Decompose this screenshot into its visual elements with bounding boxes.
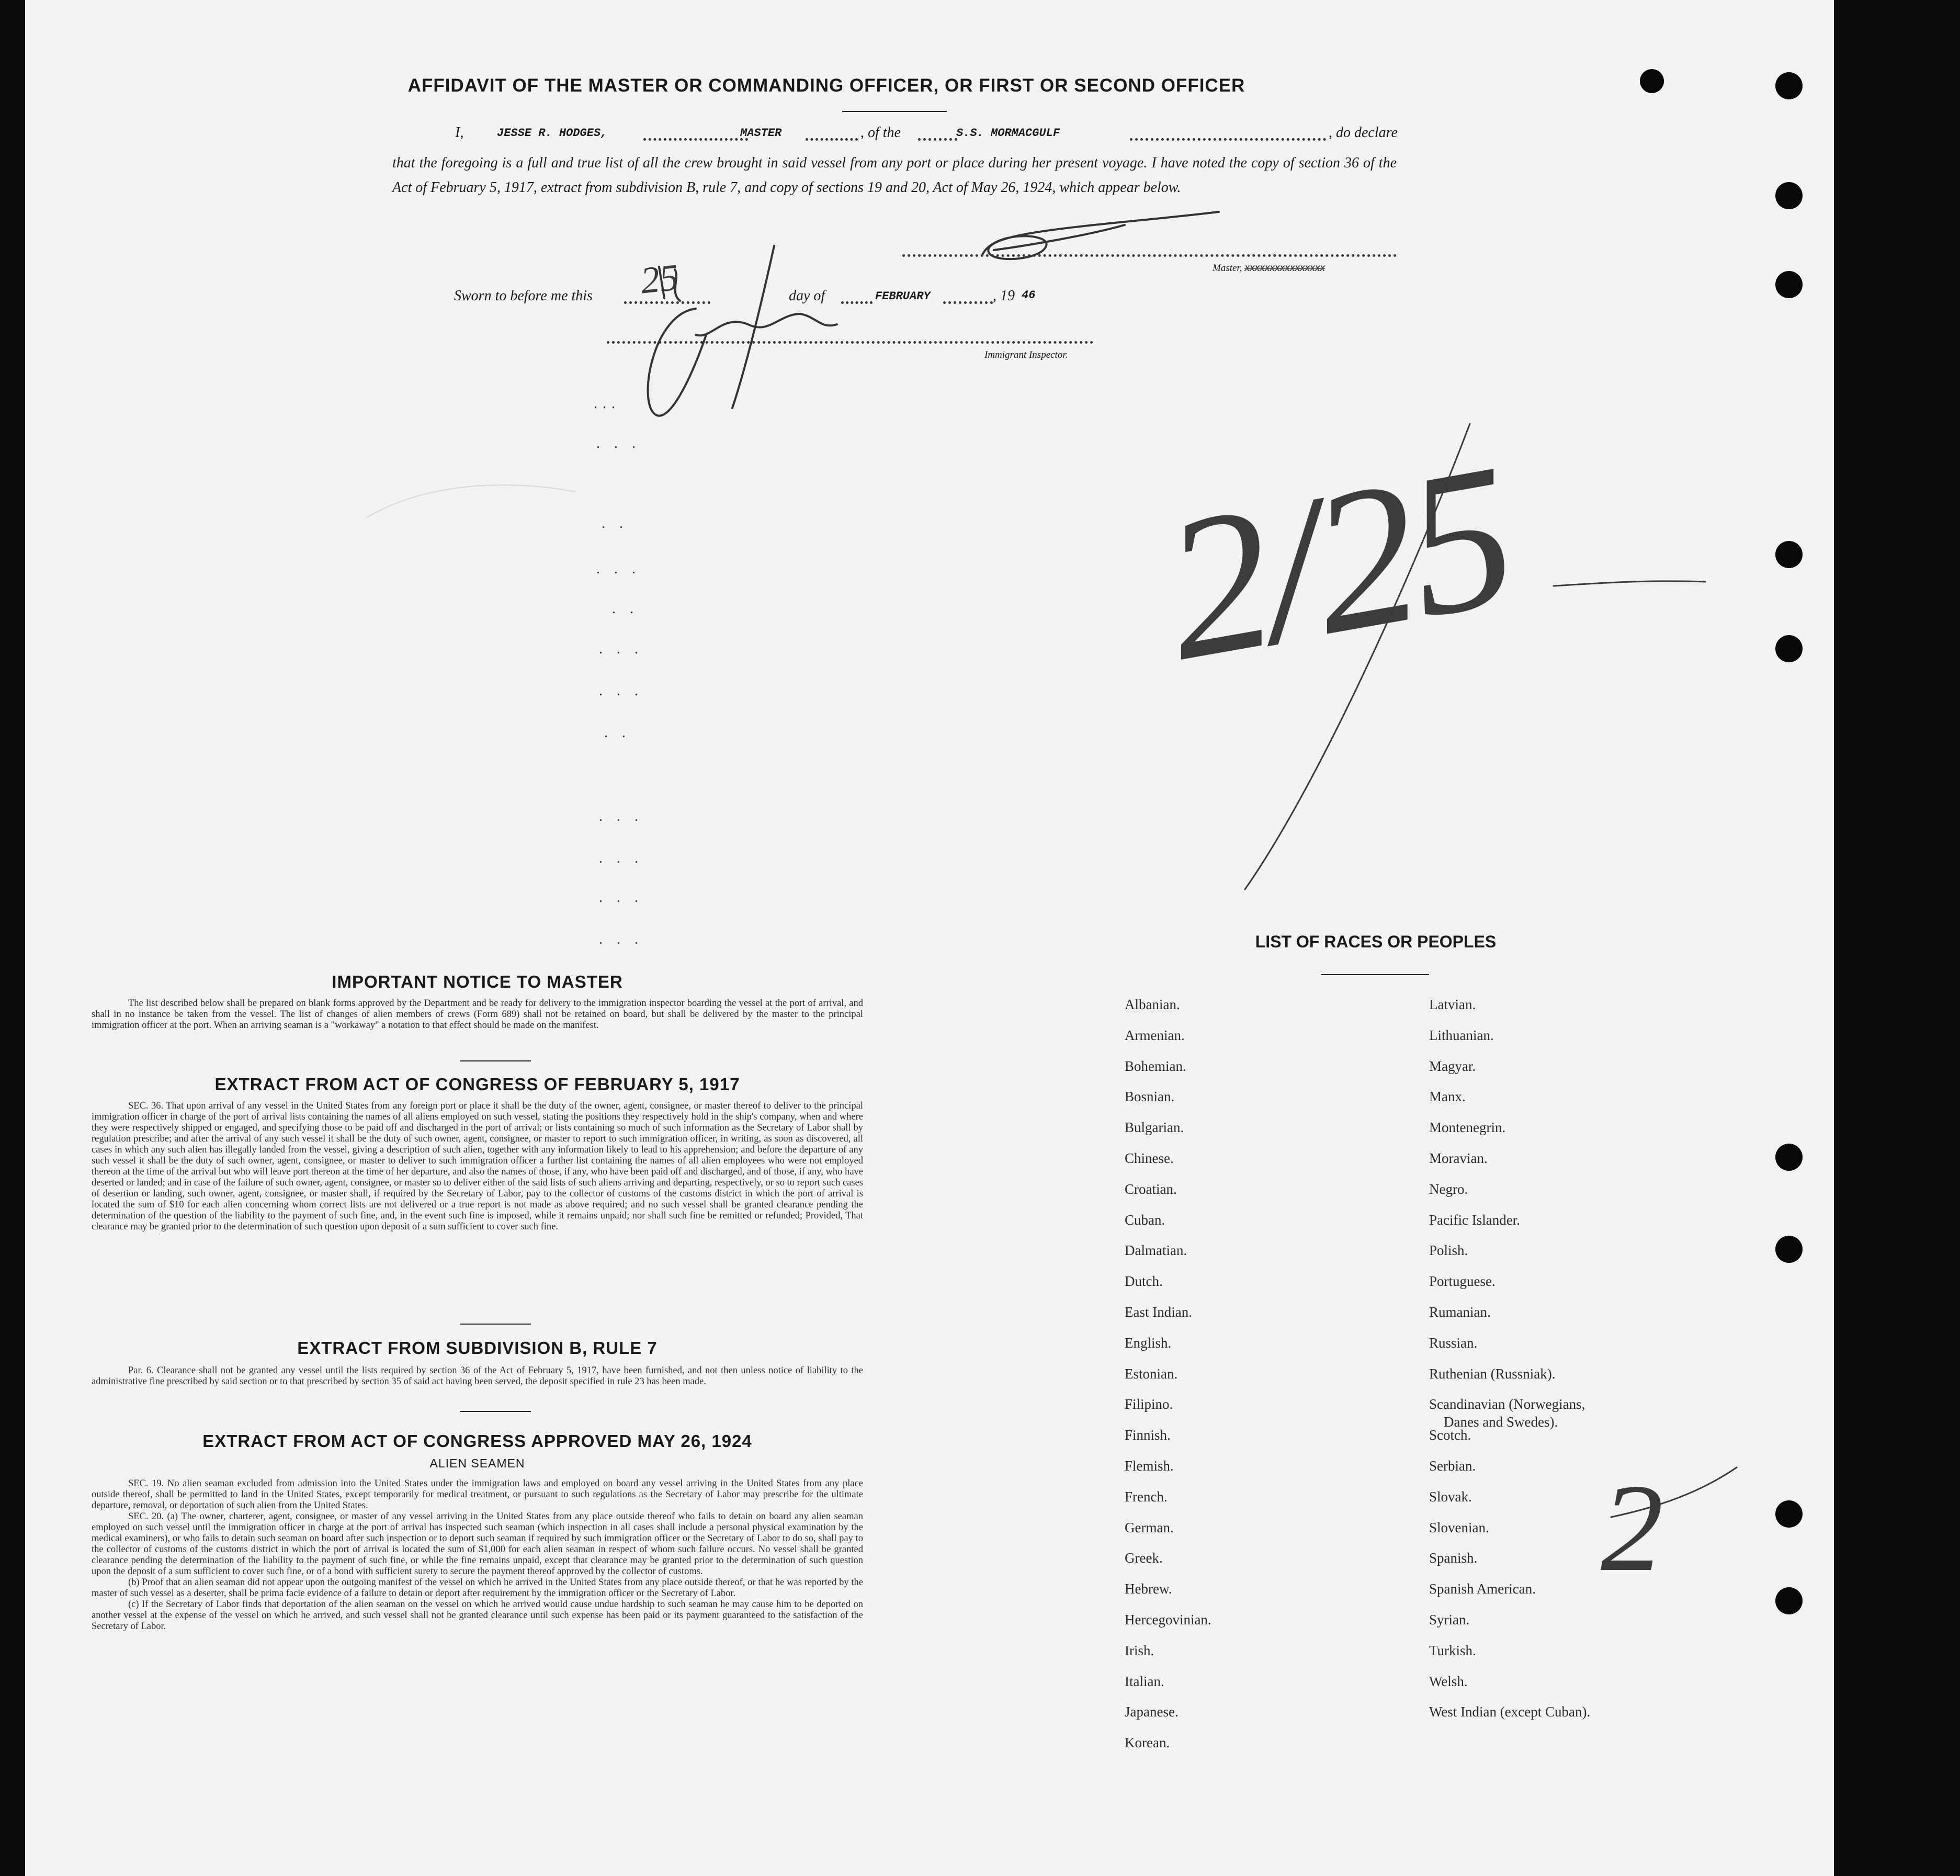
act-1924-paragraph: (b) Proof that an alien seaman did not appear upon the outgoing manifest of the vessel on which he arrived in the United States from any place outside thereof, or that he was reported by the master of such vessel as a deserter, shall be prima facie evidence of a failure to detain or deport after requirement by the immigration officer or the Secretary of Labor.	[92, 1577, 863, 1599]
divider	[460, 1060, 531, 1061]
margin-mark: 2	[1601, 1458, 1663, 1597]
race-item: Serbian.	[1429, 1458, 1476, 1474]
divider	[1321, 974, 1429, 975]
faint-dots: . . .	[599, 889, 643, 906]
race-item: Scotch.	[1429, 1427, 1471, 1443]
notice-title: IMPORTANT NOTICE TO MASTER	[332, 972, 623, 991]
rank-value: MASTER	[740, 127, 782, 140]
race-item: Negro.	[1429, 1181, 1468, 1197]
faint-dots: . .	[612, 601, 639, 617]
race-item: Japanese.	[1125, 1704, 1179, 1720]
slash-stroke	[1245, 424, 1470, 889]
inspector-signature-stroke	[648, 309, 706, 416]
faint-dots: . . .	[599, 808, 643, 824]
race-item: Chinese.	[1125, 1150, 1174, 1166]
race-item: Flemish.	[1125, 1458, 1174, 1474]
faint-dots: ...	[594, 395, 620, 412]
faint-dots: . . .	[599, 683, 643, 699]
divider	[460, 1411, 531, 1412]
handwritten-day: 25	[638, 256, 681, 302]
sworn-month: FEBRUARY	[875, 290, 931, 303]
race-item: Polish.	[1429, 1242, 1468, 1259]
race-item: Albanian.	[1125, 997, 1180, 1012]
race-item: French.	[1125, 1488, 1168, 1505]
subdivision-b-text: Par. 6. Clearance shall not be granted any vessel until the lists required by section 36 of the Act of February 5, 1917, have been furnished, and not then unless notice of liability to the administrative fine prescribed by said section or to that prescribed by section 35 of said act having been served, the deposit specified in rule 23 has been made.	[92, 1365, 863, 1387]
race-item: German.	[1125, 1519, 1174, 1535]
act-1924-body	[92, 1478, 863, 1632]
of-the-label: , of the	[860, 125, 901, 141]
race-item: Ruthenian (Russniak).	[1429, 1365, 1556, 1382]
race-item: Finnish.	[1125, 1427, 1171, 1443]
faint-dots: . . .	[599, 850, 643, 866]
race-item: Pacific Islander.	[1429, 1212, 1520, 1228]
race-item: Russian.	[1429, 1335, 1478, 1351]
race-item: Montenegrin.	[1429, 1120, 1506, 1136]
race-item: Scandinavian (Norwegians,	[1429, 1396, 1585, 1412]
inspector-signature-stroke	[659, 267, 664, 298]
act-1924-paragraph: SEC. 20. (a) The owner, charterer, agent, consignee, or master of any vessel arriving in the United States from any place outside thereof who fails to detain on board any alien seaman employed on such vessel until the immigration officer in charge at the port of arrival has inspected such seaman (which inspection in all cases shall include a personal physical examination by the medical examiners), or who fails to detain such seaman on board after such inspection or to deport such seaman if required by such immigration officer or the Secretary of Labor to do so, shall pay to the collector of customs of the customs district in which the port of arrival is located the sum of $1,000 for each alien seaman in respect of whom such failure occurs. No vessel shall be granted clearance pending the determination of the liability to the payment of such fine, or while the fine remains unpaid, except that clearance may be granted prior to the determination of such question upon the deposit of a sum sufficient to cover such fine, or of a bond with sufficient surety to secure the payment thereof approved by the collector of customs.	[92, 1511, 863, 1577]
master-caption-struck: XXXXXXXXXXXXXXXX	[1244, 264, 1325, 274]
race-item: Dutch.	[1125, 1273, 1163, 1290]
race-item: Spanish American.	[1429, 1581, 1536, 1597]
race-item: Latvian.	[1429, 997, 1476, 1012]
race-item: Irish.	[1125, 1642, 1154, 1658]
subdivision-b-title: EXTRACT FROM SUBDIVISION B, RULE 7	[297, 1338, 658, 1358]
race-item: Slovak.	[1429, 1488, 1472, 1505]
race-item: Magyar.	[1429, 1058, 1476, 1074]
notice-text: The list described below shall be prepared on blank forms approved by the Department and be ready for delivery to the immigration inspector boarding the vessel at the port of arrival, and shall in no instance be taken from the vessel. The list of changes of alien members of crews (Form 689) shall not be retained on board, but shall be delivered by the master to the principal immigration officer at the port. When an arriving seaman is a "workaway" a notation to that effect should be made on the manifest.	[92, 998, 863, 1031]
inspector-signature-stroke	[696, 314, 837, 335]
day-of-label: day of	[789, 288, 825, 304]
race-item: Portuguese.	[1429, 1273, 1496, 1290]
declaration-body: that the foregoing is a full and true list of all the crew brought in said vessel from any port or place during her present voyage. I have noted the copy of section 36 of the Act of February 5, 1917, extract from subdivision B, rule 7, and copy of sections 19 and 20, Act of May 26, 1924, which appear below.	[392, 155, 1397, 196]
race-item: Korean.	[1125, 1735, 1170, 1751]
year-prefix: , 19	[993, 288, 1015, 304]
race-item: Italian.	[1125, 1673, 1164, 1689]
master-name: JESSE R. HODGES,	[497, 127, 608, 140]
race-item: Moravian.	[1429, 1150, 1488, 1166]
race-item: Dalmatian.	[1125, 1242, 1187, 1259]
race-item: Manx.	[1429, 1089, 1466, 1105]
do-declare-label: , do declare	[1329, 125, 1398, 141]
race-item: Rumanian.	[1429, 1304, 1491, 1320]
race-item: Syrian.	[1429, 1612, 1470, 1628]
faint-arc	[366, 485, 575, 518]
race-item: East Indian.	[1125, 1304, 1192, 1320]
vessel-name: S.S. MORMACGULF	[956, 127, 1060, 140]
affidavit-title: AFFIDAVIT OF THE MASTER OR COMMANDING OFFICER, OR FIRST OR SECOND OFFICER	[407, 75, 1245, 96]
race-item: Hebrew.	[1125, 1581, 1172, 1597]
prefix-i: I,	[455, 125, 464, 141]
race-item: Croatian.	[1125, 1181, 1177, 1197]
sworn-label: Sworn to before me this	[454, 288, 593, 304]
master-signature-stroke	[982, 212, 1219, 259]
races-title: LIST OF RACES OR PEOPLES	[1255, 932, 1497, 951]
faint-dots: . . .	[599, 931, 643, 947]
act-1924-subtitle: ALIEN SEAMEN	[429, 1456, 525, 1470]
inspector-caption: Immigrant Inspector.	[984, 349, 1068, 360]
race-item: Welsh.	[1429, 1673, 1468, 1689]
race-item: Slovenian.	[1429, 1519, 1489, 1535]
faint-dots: . .	[604, 725, 631, 741]
race-item: Lithuanian.	[1429, 1027, 1494, 1043]
act-1924-paragraph: SEC. 19. No alien seaman excluded from admission into the United States under the immigration laws and employed on board any vessel arriving in the United States from any place outside thereof, shall be permitted to land in the United States, except temporarily for medical treatment, or pursuant to such regulations as the Secretary of Labor may prescribe for the ultimate departure, removal, or deportation of such alien from the United States.	[92, 1478, 863, 1511]
race-item: Turkish.	[1429, 1642, 1476, 1658]
race-item: Hercegovinian.	[1125, 1612, 1211, 1628]
faint-dots: . .	[602, 515, 628, 532]
race-item: Bohemian.	[1125, 1058, 1186, 1074]
race-item: Armenian.	[1125, 1027, 1185, 1043]
race-item: Cuban.	[1125, 1212, 1165, 1228]
master-caption-text: Master,	[1213, 263, 1242, 274]
act-1917-title: EXTRACT FROM ACT OF CONGRESS OF FEBRUARY 5, 1917	[214, 1075, 740, 1094]
race-item: Bulgarian.	[1125, 1120, 1184, 1136]
act-1917-text: SEC. 36. That upon arrival of any vessel in the United States from any foreign port or place it shall be the duty of the owner, agent, consignee, or master thereof to deliver to the principal immigration officer in charge of the port of arrival lists containing the names of all aliens employed on such vessel, stating the positions they respectively hold in the ship's company, when and where they were respectively shipped or engaged, and specifying those to be paid off and discharged in the port of arrival; or lists containing so much of such information as the Secretary of Labor shall by regulation prescribe; and after the arrival of any such vessel it shall be the duty of such owner, agent, consignee, or master to report to such immigration officer, in writing, as soon as discovered, all cases in which any such alien has illegally landed from the vessel, giving a description of such alien, together with any information likely to lead to his apprehension; and before the departure of any such vessel it shall be the duty of such owner, agent, consignee, or master to deliver to such immigration officer a further list containing the names of all alien employees who were not employed thereon at the time of the arrival but who will leave port thereon at the time of her departure, and also the names of those, if any, who have been paid off and discharged, and of those, if any, who have deserted or landed; and in case of the failure of such owner, agent, consignee, or master so to deliver either of the said lists of such aliens arriving and departing, respectively, or so to report such cases of desertion or landing, such owner, agent, consignee, or master shall, if required by the Secretary of Labor, pay to the collector of customs of the customs district in which the port of arrival is located the sum of $10 for each alien concerning whom correct lists are not delivered or a true report is not made as above required; and no such vessel shall be granted clearance pending the determination of the question of the liability to the payment of such fine, and, in the event such fine is imposed, while it remains unpaid; nor shall such fine be remitted or refunded; Provided, That clearance may be granted prior to the determination of such question upon deposit of a sum sufficient to cover such fine.	[92, 1101, 864, 1232]
act-1924-title: EXTRACT FROM ACT OF CONGRESS APPROVED MAY 26, 1924	[202, 1431, 752, 1451]
race-item: Bosnian.	[1125, 1089, 1175, 1105]
inspector-signature-stroke	[675, 269, 680, 301]
race-item: Danes and Swedes).	[1444, 1414, 1558, 1430]
faint-dots: . . .	[596, 435, 641, 451]
race-item: Estonian.	[1125, 1365, 1178, 1382]
race-item: English.	[1125, 1335, 1172, 1351]
faint-dots: . . .	[599, 641, 643, 657]
year-suffix: 46	[1022, 289, 1036, 302]
race-item: Spanish.	[1429, 1550, 1478, 1566]
act-1924-paragraph: (c) If the Secretary of Labor finds that deportation of the alien seaman on the vessel on which he arrived would cause undue hardship to such seaman he may cause him to be deported on another vessel at the expense of the vessel on which he arrived, and such vessel shall not be granted clearance until such expense has been paid or its payment guaranteed to the satisfaction of the Secretary of Labor.	[92, 1599, 863, 1632]
handwritten-date: 2/25	[1149, 421, 1525, 704]
race-item: West Indian (except Cuban).	[1429, 1704, 1591, 1720]
date-underline-stroke	[1554, 581, 1705, 586]
divider	[460, 1324, 531, 1325]
race-item: Filipino.	[1125, 1396, 1173, 1412]
race-item: Greek.	[1125, 1550, 1163, 1566]
faint-dots: . . .	[596, 561, 641, 577]
